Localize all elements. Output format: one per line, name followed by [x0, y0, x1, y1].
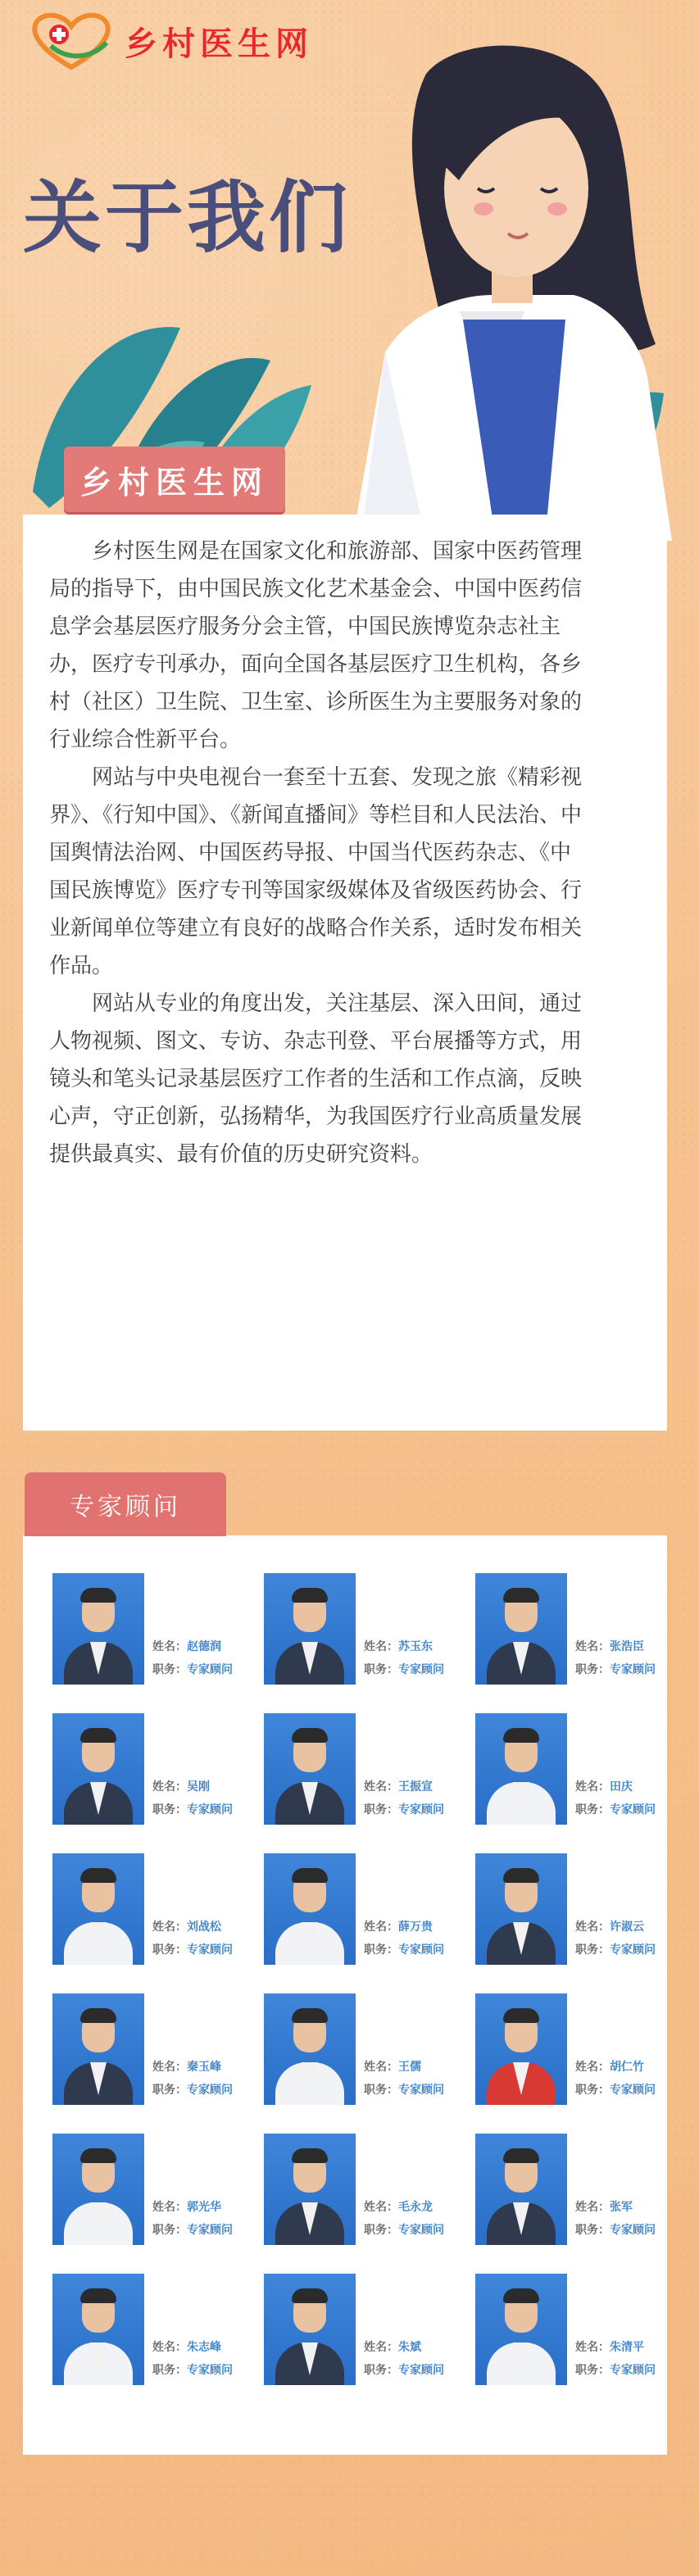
expert-name: 郭光华 — [187, 2201, 221, 2214]
expert-card[interactable] — [475, 1853, 680, 1968]
name-key: 姓名： — [364, 2061, 398, 2074]
role-key: 职务： — [364, 1943, 398, 1957]
expert-info — [152, 2056, 233, 2102]
expert-photo — [264, 1853, 356, 1965]
name-key: 姓名： — [152, 2341, 187, 2354]
expert-card[interactable] — [52, 2134, 257, 2248]
expert-info — [152, 2196, 233, 2242]
name-key: 姓名： — [364, 1640, 398, 1653]
expert-photo — [52, 1573, 144, 1685]
intro-paragraph: 网站从专业的角度出发，关注基层、深入田间，通过人物视频、图文、专访、杂志刊登、平台展播等方式，用镜头和笔头记录基层医疗工作者的生活和工作点滴，反映心声，守正创新，弘扬精华，为我国医疗行业高质量发展提供最真实、最有价值的历史研究资料。 — [49, 991, 583, 1167]
expert-role: 专家顾问 — [610, 1943, 656, 1957]
expert-name: 苏玉东 — [398, 1640, 433, 1653]
intro-paragraph: 网站与中央电视台一套至十五套、发现之旅《精彩视界》、《行知中国》、《新闻直播间》等栏目和人民法治、中国舆情法治网、中国医药导报、中国当代医药杂志、《中国民族博览》医疗专刊等国家级媒体及省级医药协会、行业新闻单位等建立有良好的战略合作关系，适时发布相关作品。 — [49, 765, 583, 978]
expert-photo — [475, 2274, 567, 2385]
expert-card[interactable] — [475, 2134, 680, 2248]
intro-text — [49, 533, 590, 1173]
expert-card[interactable] — [264, 1853, 469, 1968]
role-key: 职务： — [364, 2084, 398, 2097]
expert-photo — [475, 1573, 567, 1685]
experts-title: 专家顾问 — [70, 1493, 181, 1522]
expert-name: 朱清平 — [610, 2341, 644, 2354]
expert-role: 专家顾问 — [398, 1663, 444, 1676]
expert-info — [152, 1916, 233, 1961]
name-key: 姓名： — [575, 1921, 610, 1934]
name-key: 姓名： — [152, 2061, 187, 2074]
expert-photo — [475, 1713, 567, 1825]
name-key: 姓名： — [575, 2061, 610, 2074]
expert-row — [52, 2274, 659, 2388]
expert-photo — [264, 1713, 356, 1825]
experts-header — [25, 1472, 226, 1536]
expert-photo — [52, 2134, 144, 2245]
expert-info — [575, 1916, 656, 1961]
expert-info — [575, 2056, 656, 2102]
expert-name: 朱志峰 — [187, 2341, 221, 2354]
role-key: 职务： — [364, 2364, 398, 2377]
intro-paragraph: 乡村医生网是在国家文化和旅游部、国家中医药管理局的指导下，由中国民族文化艺术基金会、中国中医药信息学会基层医疗服务分会主管，中国民族博览杂志社主办，医疗专刊承办，面向全国各基层医疗卫生机构，各乡村（社区）卫生院、卫生室、诊所医生为主要服务对象的行业综合性新平台。 — [49, 539, 583, 752]
expert-row — [52, 1853, 659, 1968]
expert-photo — [52, 1993, 144, 2105]
expert-role: 专家顾问 — [187, 2224, 233, 2237]
expert-info — [364, 1635, 444, 1681]
expert-role: 专家顾问 — [610, 2084, 656, 2097]
expert-card[interactable] — [52, 1993, 257, 2108]
expert-card[interactable] — [264, 2134, 469, 2248]
expert-info — [364, 1776, 444, 1821]
expert-info — [152, 2336, 233, 2382]
expert-card[interactable] — [52, 2274, 257, 2388]
role-key: 职务： — [575, 2224, 610, 2237]
expert-photo — [475, 1853, 567, 1965]
expert-name: 王儒 — [398, 2061, 421, 2074]
role-key: 职务： — [152, 1943, 187, 1957]
expert-role: 专家顾问 — [610, 2364, 656, 2377]
heart-cross-logo-icon — [26, 10, 116, 72]
name-key: 姓名： — [575, 2341, 610, 2354]
expert-photo — [475, 2134, 567, 2245]
role-key: 职务： — [364, 2224, 398, 2237]
name-key: 姓名： — [575, 1640, 610, 1653]
expert-info — [575, 2196, 656, 2242]
name-key: 姓名： — [152, 1640, 187, 1653]
expert-name: 张军 — [610, 2201, 633, 2214]
expert-card[interactable] — [52, 1853, 257, 1968]
name-key: 姓名： — [152, 1780, 187, 1794]
role-key: 职务： — [152, 2364, 187, 2377]
expert-info — [575, 1776, 656, 1821]
expert-role: 专家顾问 — [398, 2084, 444, 2097]
expert-card[interactable] — [264, 1713, 469, 1828]
expert-name: 朱斌 — [398, 2341, 421, 2354]
expert-name: 张浩臣 — [610, 1640, 644, 1653]
name-key: 姓名： — [152, 1921, 187, 1934]
expert-role: 专家顾问 — [398, 2364, 444, 2377]
expert-name: 秦玉峰 — [187, 2061, 221, 2074]
name-key: 姓名： — [575, 1780, 610, 1794]
expert-name: 许淑云 — [610, 1921, 644, 1934]
expert-info — [575, 1635, 656, 1681]
role-key: 职务： — [364, 1663, 398, 1676]
expert-name: 田庆 — [610, 1780, 633, 1794]
name-key: 姓名： — [364, 1921, 398, 1934]
expert-info — [364, 2056, 444, 2102]
expert-role: 专家顾问 — [187, 1803, 233, 1816]
intro-ribbon — [64, 447, 285, 512]
expert-photo — [475, 1993, 567, 2105]
expert-card[interactable] — [475, 1993, 680, 2108]
expert-row — [52, 1713, 659, 1828]
expert-role: 专家顾问 — [610, 1663, 656, 1676]
expert-photo — [52, 1713, 144, 1825]
expert-card[interactable] — [264, 2274, 469, 2388]
site-name: 乡村医生网 — [125, 24, 313, 63]
role-key: 职务： — [152, 2084, 187, 2097]
name-key: 姓名： — [152, 2201, 187, 2214]
role-key: 职务： — [575, 2084, 610, 2097]
expert-info — [152, 1635, 233, 1681]
expert-name: 赵德润 — [187, 1640, 221, 1653]
expert-name: 胡仁竹 — [610, 2061, 644, 2074]
expert-row — [52, 1993, 659, 2108]
expert-info — [152, 1776, 233, 1821]
expert-card[interactable] — [264, 1993, 469, 2108]
expert-role: 专家顾问 — [187, 1663, 233, 1676]
expert-photo — [264, 2134, 356, 2245]
role-key: 职务： — [364, 1803, 398, 1816]
role-key: 职务： — [575, 1663, 610, 1676]
expert-info — [364, 2336, 444, 2382]
expert-role: 专家顾问 — [398, 2224, 444, 2237]
expert-role: 专家顾问 — [610, 1803, 656, 1816]
expert-card[interactable] — [264, 1573, 469, 1688]
role-key: 职务： — [152, 1663, 187, 1676]
role-key: 职务： — [575, 1943, 610, 1957]
expert-row — [52, 1573, 659, 1688]
ribbon-label: 乡村医生网 — [79, 463, 269, 501]
expert-name: 刘战松 — [187, 1921, 221, 1934]
expert-name: 王振宣 — [398, 1780, 433, 1794]
expert-photo — [264, 1993, 356, 2105]
name-key: 姓名： — [575, 2201, 610, 2214]
expert-role: 专家顾问 — [187, 2084, 233, 2097]
site-logo[interactable] — [26, 10, 313, 72]
expert-photo — [264, 2274, 356, 2385]
expert-name: 吴刚 — [187, 1780, 210, 1794]
role-key: 职务： — [152, 2224, 187, 2237]
expert-role: 专家顾问 — [398, 1803, 444, 1816]
expert-name: 薛万贵 — [398, 1921, 433, 1934]
expert-info — [575, 2336, 656, 2382]
name-key: 姓名： — [364, 2201, 398, 2214]
role-key: 职务： — [575, 2364, 610, 2377]
expert-card[interactable] — [52, 1573, 257, 1688]
expert-role: 专家顾问 — [187, 1943, 233, 1957]
expert-role: 专家顾问 — [187, 2364, 233, 2377]
expert-photo — [264, 1573, 356, 1685]
expert-card[interactable] — [52, 1713, 257, 1828]
name-key: 姓名： — [364, 1780, 398, 1794]
role-key: 职务： — [152, 1803, 187, 1816]
expert-photo — [52, 2274, 144, 2385]
expert-name: 毛永龙 — [398, 2201, 433, 2214]
role-key: 职务： — [575, 1803, 610, 1816]
expert-row — [52, 2134, 659, 2248]
expert-role: 专家顾问 — [398, 1943, 444, 1957]
expert-card[interactable] — [475, 1713, 680, 1828]
expert-info — [364, 1916, 444, 1961]
expert-card[interactable] — [475, 2274, 680, 2388]
page-title: 关于我们 — [23, 172, 351, 264]
expert-card[interactable] — [475, 1573, 680, 1688]
expert-photo — [52, 1853, 144, 1965]
expert-info — [364, 2196, 444, 2242]
name-key: 姓名： — [364, 2341, 398, 2354]
expert-role: 专家顾问 — [610, 2224, 656, 2237]
